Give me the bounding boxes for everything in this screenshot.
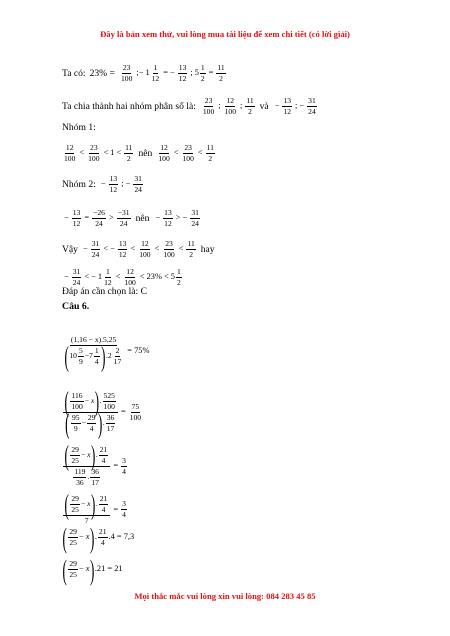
line-nhom-2: Nhóm 2: − $\frac{13}{12}$ ; − $\frac{31}{24}$ xyxy=(62,174,142,194)
answer-text: Đáp án cần chọn là: C xyxy=(62,286,147,297)
eq-3: ( 29 25 − x ) . 21 4 119 36 . 36 17 = $\frac{3}{4}$ xyxy=(64,438,126,487)
eq-2: ( 116 100 − x ) . 525 100 ( 95 9 − $\frac{29}{4}$ ) . 36 17 = $\frac{75}{100}$ xyxy=(64,384,142,440)
line-vay-2: − $\frac{31}{24}$ < − 1 1 12 < 12 100 < 23% < 5 1 2 xyxy=(64,267,181,287)
fraction: $\frac{1}{12}$ xyxy=(151,63,160,83)
line-ta-co: Ta có: 23% = $\frac{23}{100}$ ;− 1 $\frac{1}{12}$ = − $\frac{13}{12}$ ; 5 $\frac{1}{2}$ = $\frac{11}{2}$ xyxy=(62,63,225,83)
eq-5: ( 29 25 − x ) . 21 4 .4 = 7,3 xyxy=(62,520,135,554)
preview-notice-banner: Đây là bản xem thử, vui lòng mua tài liệu để xem chi tiết (có lời giải) xyxy=(100,29,350,39)
heading-nhom-1: Nhóm 1: xyxy=(62,122,96,133)
eq-6: ( 29 25 − x ) .21 = 21 xyxy=(62,552,123,586)
contact-banner: Mọi thắc mắc vui lòng xin vui lòng: 084 283 45 85 xyxy=(134,591,316,601)
line-groups: Ta chia thành hai nhóm phân số là: 23 100 ; 12 100 ; 11 2 và − $\frac{13}{12}$ ; − $\frac{31}{24}$ xyxy=(62,96,316,116)
line-nhom-1: 12 100 < 23 100 < 1 < 11 2 nên 12 100 < 23 100 < 11 2 xyxy=(64,143,214,163)
line-nhom-2-compare: − $\frac{13}{12}$ = $\frac{-26}{24}$ > −31 24 nên − $\frac{13}{12}$ > − $\frac{31}{24}$ xyxy=(64,208,199,228)
line-vay: Vậy − $\frac{31}{24}$ < − $\frac{13}{12}$ < 12 100 < 23 100 < 11 2 hay xyxy=(62,239,215,259)
eq-23-percent: 23% = xyxy=(89,67,115,79)
label-ta-co: Ta có: xyxy=(62,67,86,79)
fraction: $\frac{11}{2}$ xyxy=(217,63,225,83)
eq-4: ( 29 25 − x ) . 21 4 7 = $\frac{3}{4}$ xyxy=(64,487,126,525)
fraction: $\frac{23}{100}$ xyxy=(120,63,133,83)
fraction: $\frac{1}{2}$ xyxy=(200,63,205,83)
label-chia-nhom: Ta chia thành hai nhóm phân số là: xyxy=(62,100,196,112)
question-6-heading: Câu 6. xyxy=(62,301,90,312)
fraction: $\frac{13}{12}$ xyxy=(178,63,187,83)
eq-1: (1,16 − x).5,25 ( 10 5 9 − 7 1 4 ) . 2 2 17 = 75% xyxy=(64,335,150,373)
